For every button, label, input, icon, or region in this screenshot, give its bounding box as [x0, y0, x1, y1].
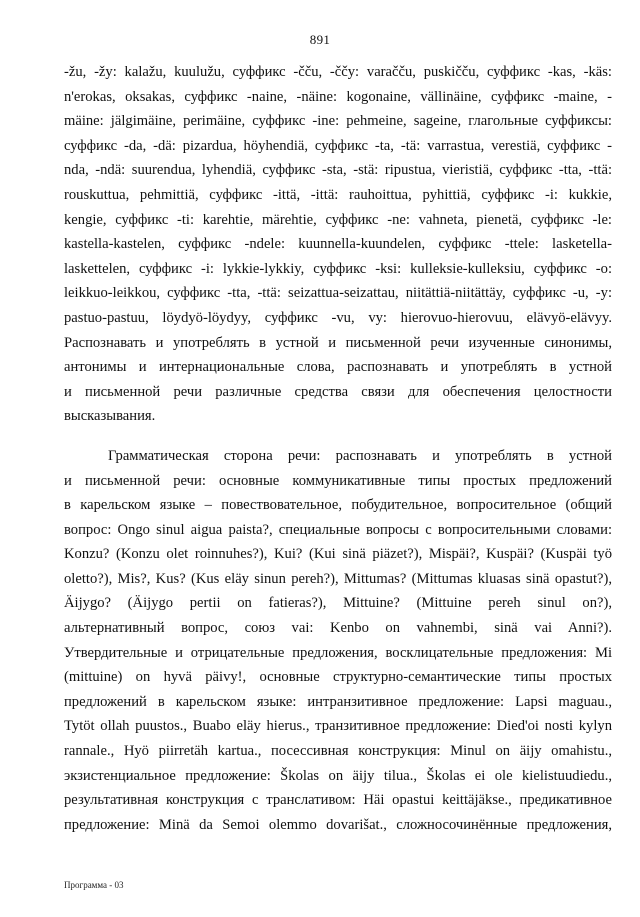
- text-line: kastella-kastelen, суффикс -ndele: kuunnella-kuundelen, суффикс -ttele: lasketella-: [64, 236, 612, 253]
- paragraph-word-formation: [64, 60, 612, 429]
- text-line: Грамматическая сторона речи: распознавать и употреблять в устной: [108, 447, 612, 464]
- text-line: rannale., Hyö piirretäh kartua., посессивная конструкция: Minul on äijy omahistu.,: [64, 743, 612, 760]
- text-line: высказывания.: [64, 408, 156, 425]
- paragraph-grammar: [64, 444, 612, 838]
- text-line: pastuo-pastuu, löydyö-löydyy, суффикс -vu, vy: hierovuo-hierovuu, elävyö-elävyy.: [64, 309, 612, 326]
- text-line: Tytöt ollah puustos., Buabo eläy hierus., транзитивное предложение: Died'oi nosti kylyn: [64, 718, 612, 735]
- text-line: n'erokas, oksakas, суффикс -naine, -näine: kogonaine, vällinäine, суффикс -maine, -: [64, 88, 612, 105]
- text-line: kengie, суффикс -ti: karehtie, märehtie, суффикс -ne: vahneta, pienetä, суффикс -le:: [64, 211, 612, 228]
- paragraph-gap: [64, 429, 612, 444]
- text-line: альтернативный вопрос, союз vai: Kenbo on vahnembi, sinä vai Anni?).: [64, 620, 612, 637]
- text-line: leikkuo-leikkou, суффикс -tta, -ttä: seizattua-seizattau, niitättiä-niitättäy, суффикс -u, -y:: [64, 285, 612, 302]
- text-line: и письменной речи: основные коммуникативные типы простых предложений: [64, 472, 612, 489]
- page-number: 891: [309, 32, 331, 47]
- text-line: экзистенциальное предложение: Školas on äijy tilua., Školas ei ole kielistuudiedu.,: [64, 767, 612, 784]
- text-line: nda, -ndä: suurendua, lyhendiä, суффикс -sta, -stä: ripustua, vieristiä, суффикс -tta, -ttä:: [64, 162, 612, 179]
- text-line: laskettelen, суффикс -i: lykkie-lykkiy, суффикс -ksi: kulleksie-kulleksiu, суффикс -o:: [64, 260, 612, 277]
- text-line: предложений в карельском языке: интранзитивное предложение: Lapsi maguau.,: [64, 693, 612, 710]
- text-line: результативная конструкция с транслативом: Häi opastui keittäjäkse., предикативное: [64, 792, 612, 809]
- text-line: Äijygo? (Äijygo pertii on fatieras?), Mittuine? (Mittuine pereh sinul on?),: [64, 595, 612, 612]
- body-text: [64, 60, 612, 837]
- text-line: в карельском языке – повествовательное, побудительное, вопросительное (общий: [64, 497, 612, 514]
- text-line: Konzu? (Konzu olet roinnuhes?), Kui? (Kui sinä piäzet?), Mispäi?, Kuspäi? (Kuspäi työ: [64, 546, 612, 563]
- text-line: суффикс -da, -dä: pizardua, höyhendiä, суффикс -ta, -tä: varrastua, verestiä, суффикс -: [64, 137, 612, 154]
- footer-program-label: Программа - 03: [64, 880, 124, 890]
- text-line: oletto?), Mis?, Kus? (Kus eläy sinun pereh?), Mittumas? (Mittumas kluasas sinä opastut?),: [64, 570, 612, 587]
- text-line: -žu, -žy: kalažu, kuulužu, суффикс -čču, -ččy: varačču, puskičču, суффикс -kas, -käs:: [64, 64, 612, 80]
- text-line: вопрос: Ongo sinul aigua paista?, специальные вопросы с вопросительными словами:: [64, 521, 612, 538]
- text-line: и письменной речи различные средства связи для обеспечения целостности: [64, 383, 612, 400]
- text-line: предложение: Minä da Semoi olemmo dovarišat., сложносочинённые предложения,: [64, 816, 612, 833]
- text-line: mäine: jälgimäine, perimäine, суффикс -ine: pehmeine, sageine, глагольные суффиксы:: [64, 113, 612, 130]
- text-line: Распознавать и употреблять в устной и письменной речи изученные синонимы,: [64, 334, 612, 351]
- text-line: (mittuine) on hyvä päivy!, основные структурно-семантические типы простых: [64, 669, 612, 686]
- text-line: Утвердительные и отрицательные предложения, восклицательные предложения: Mi: [64, 644, 612, 661]
- text-line: антонимы и интернациональные слова, распознавать и употреблять в устной: [64, 359, 612, 376]
- text-line: rouskuttua, pehmittiä, суффикс -ittä, -ittä: rauhoittua, pyhittiä, суффикс -i: kukkie,: [64, 186, 612, 203]
